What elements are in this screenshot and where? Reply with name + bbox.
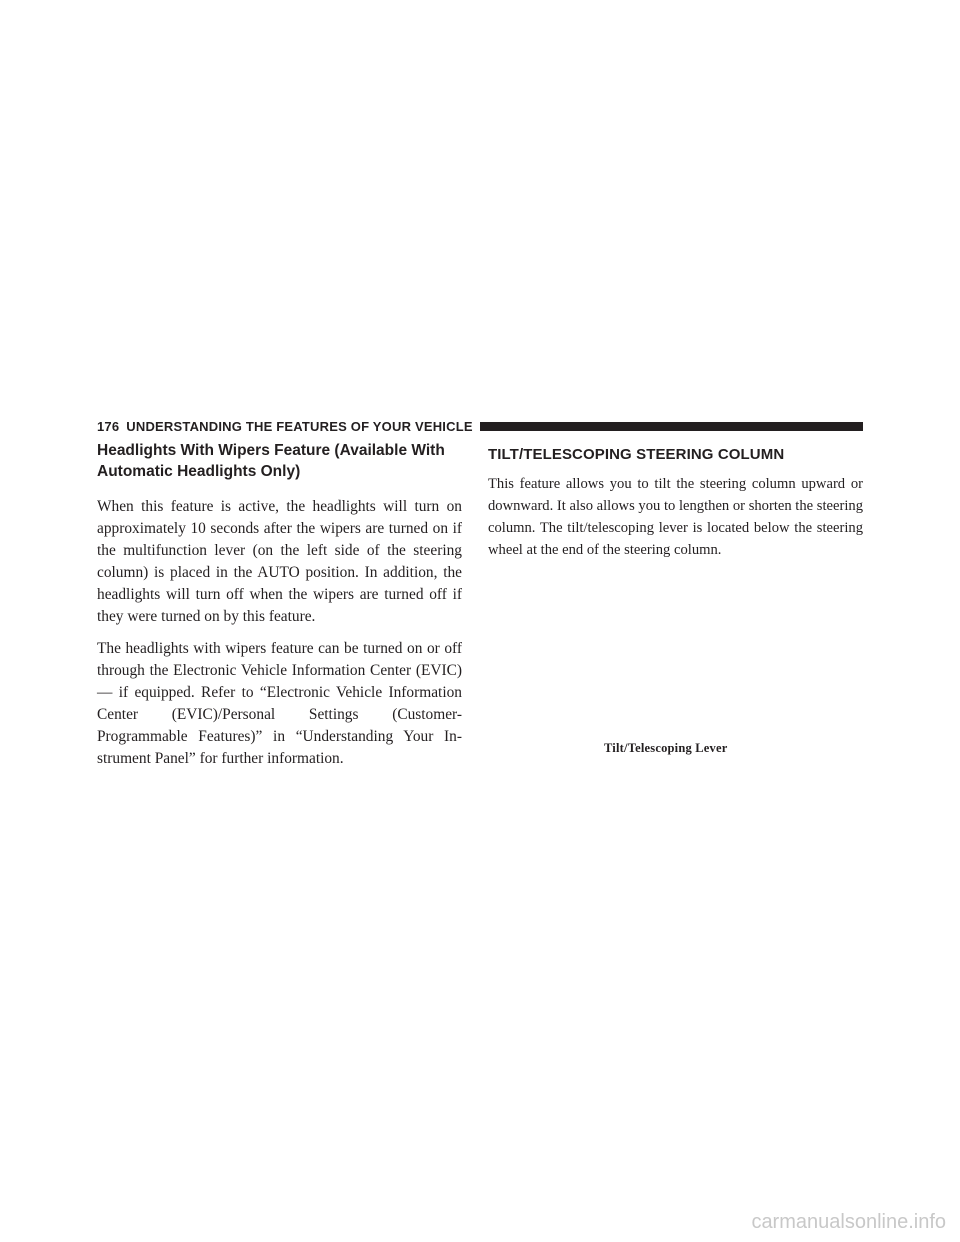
headlights-wipers-subheading (97, 440, 462, 482)
page-number: 176 (97, 418, 120, 434)
tilt-telescoping-paragraph: This feature allows you to tilt the steering column upward or downward. It also allows you to lengthen or shorten the steering column. The tilt/telescoping lever is located below the steering wheel at the end of the steering column. (488, 476, 863, 558)
tilt-telescoping-heading: TILT/TELESCOPING STEERING COLUMN (488, 446, 785, 463)
subheading-line-2: Automatic Headlights Only) (97, 463, 301, 480)
subheading-line-1: Headlights With Wipers Feature (Available With (97, 442, 445, 459)
figure-caption: Tilt/Telescoping Lever (604, 741, 728, 755)
watermark: carmanualsonline.info (751, 1211, 946, 1233)
header-rule-bar (480, 422, 863, 431)
headlights-wipers-paragraph-2: The headlights with wipers feature can be turned on or off through the Electronic Vehicle Information Center (EVIC) — if equipped. Refer to “Electronic Vehicle Information Center (EVIC)/Personal Settings (Customer-Programmable Features)” in “Understanding Your Instrument Panel” for further information. (97, 640, 462, 767)
section-title: UNDERSTANDING THE FEATURES OF YOUR VEHICLE (126, 418, 473, 434)
left-column (97, 440, 462, 780)
right-column (488, 440, 863, 571)
headlights-wipers-paragraph-1: When this feature is active, the headlights will turn on approximately 10 seconds after the wipers are turned on if the multifunction lever (on the left side of the steering column) is placed in the AUTO position. In addition, the headlights will turn off when the wipers are turned off if they were turned on by this feature. (97, 498, 462, 625)
page-header (97, 418, 863, 434)
